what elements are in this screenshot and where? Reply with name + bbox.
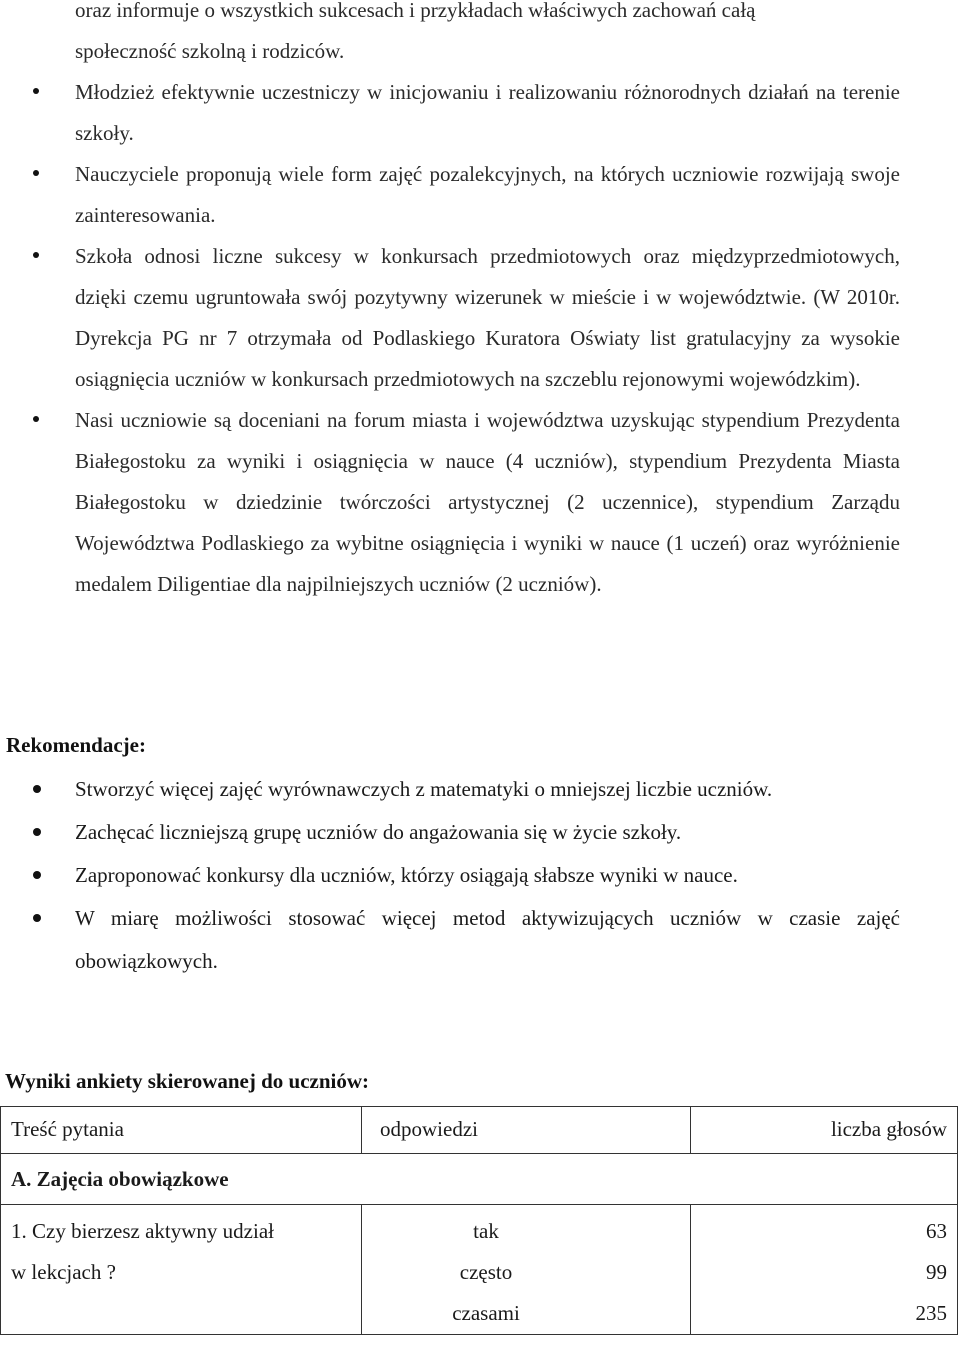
continuation-line: oraz informuje o wszystkich sukcesach i przykładach właściwych zachowań całą bbox=[75, 0, 756, 22]
vote-count: 99 bbox=[926, 1260, 947, 1284]
survey-table bbox=[0, 1106, 958, 1335]
list-item bbox=[0, 811, 960, 854]
list-item-text: Zaproponować konkursy dla uczniów, którzy osiągają słabsze wyniki w nauce. bbox=[75, 863, 738, 887]
recommendations-heading: Rekomendacje: bbox=[6, 733, 146, 757]
bullet-icon bbox=[33, 416, 39, 422]
list-item-text: Młodzież efektywnie uczestniczy w inicjowaniu i realizowaniu różnorodnych działań na terenie szkoły. bbox=[75, 80, 900, 145]
survey-heading: Wyniki ankiety skierowanej do uczniów: bbox=[5, 1069, 370, 1093]
bullet-icon bbox=[33, 88, 39, 94]
question-line: w lekcjach ? bbox=[11, 1260, 116, 1284]
list-item bbox=[0, 400, 960, 605]
table-section-row bbox=[1, 1154, 958, 1205]
intro-continuation bbox=[0, 0, 960, 72]
bullet-icon bbox=[33, 252, 39, 258]
list-item-text: Nauczyciele proponują wiele form zajęć pozalekcyjnych, na których uczniowie rozwijają swoje zainteresowania. bbox=[75, 162, 900, 227]
list-item-text: Nasi uczniowie są doceniani na forum miasta i województwa uzyskując stypendium Prezydenta Białegostoku za wyniki i osiągnięcia w nauce (4 uczniów), stypendium Prezydenta Miasta Białegostoku w dziedzinie twórczości artystycznej (2 uczennice), stypendium Zarządu Województwa Podlaskiego za wybitne osiągnięcia i wyniki w nauce (1 uczeń) oraz wyróżnienie medalem Diligentiae dla najpilniejszych uczniów (2 uczniów). bbox=[75, 408, 900, 596]
vote-count: 63 bbox=[926, 1219, 947, 1243]
bullet-icon bbox=[33, 914, 41, 922]
votes-cell bbox=[691, 1205, 958, 1335]
list-item-text: W miarę możliwości stosować więcej metod aktywizujących uczniów w czasie zajęć obowiązkowych. bbox=[75, 906, 900, 973]
answer-label: tak bbox=[473, 1219, 499, 1243]
recommendations-list bbox=[0, 768, 960, 983]
list-item-text: Szkoła odnosi liczne sukcesy w konkursach przedmiotowych oraz międzyprzedmiotowych, dzięki czemu ugruntowała swój pozytywny wizerunek w mieście i w województwie. (W 2010r. Dyrekcja PG nr 7 otrzymała od Podlaskiego Kuratora Oświaty list gratulacyjny za wysokie osiągnięcia uczniów w konkursach przedmiotowych na szczeblu rejonowymi wojewódzkim). bbox=[75, 244, 900, 391]
column-header-answers: odpowiedzi bbox=[362, 1107, 691, 1154]
answer-label: często bbox=[459, 1260, 513, 1284]
list-item bbox=[0, 154, 960, 236]
bullet-icon bbox=[33, 170, 39, 176]
answers-cell bbox=[362, 1205, 691, 1335]
column-header-question: Treść pytania bbox=[1, 1107, 362, 1154]
section-label: A. Zajęcia obowiązkowe bbox=[1, 1154, 958, 1205]
bullet-icon bbox=[33, 828, 41, 836]
vote-count: 235 bbox=[915, 1301, 947, 1325]
list-item bbox=[0, 768, 960, 811]
list-item bbox=[0, 854, 960, 897]
continuation-line: społeczność szkolną i rodziców. bbox=[75, 39, 345, 63]
list-item bbox=[0, 236, 960, 400]
question-cell bbox=[1, 1205, 362, 1335]
bullet-icon bbox=[33, 785, 41, 793]
column-header-votes: liczba głosów bbox=[691, 1107, 958, 1154]
list-item-text: Zachęcać liczniejszą grupę uczniów do angażowania się w życie szkoły. bbox=[75, 820, 682, 844]
list-item bbox=[0, 897, 960, 983]
bullet-icon bbox=[33, 871, 41, 879]
answer-label: czasami bbox=[452, 1301, 520, 1325]
list-item-text: Stworzyć więcej zajęć wyrównawczych z matematyki o mniejszej liczbie uczniów. bbox=[75, 777, 773, 801]
question-line: 1. Czy bierzesz aktywny udział bbox=[11, 1219, 274, 1243]
table-header-row bbox=[1, 1107, 958, 1154]
list-item bbox=[0, 72, 960, 154]
intro-list bbox=[0, 0, 960, 605]
table-row bbox=[1, 1205, 958, 1335]
